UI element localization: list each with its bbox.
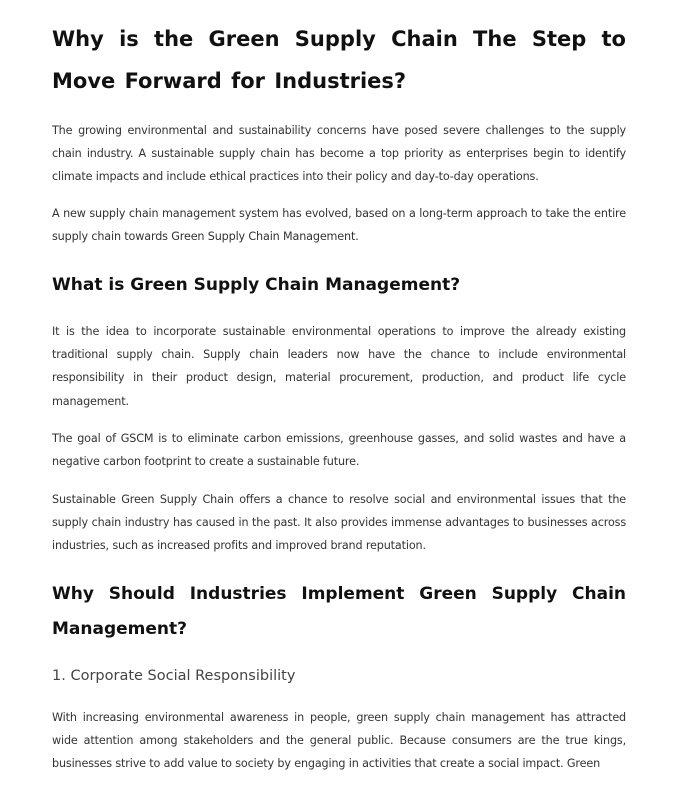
intro-paragraph-1: The growing environmental and sustainability concerns have posed severe challenges to the supply chain industry. A sustainable supply chain has become a top priority as enterprises begin to identify climate impacts and include ethical practices into their policy and day-to-day operations. — [52, 124, 626, 184]
section1-paragraph-3: Sustainable Green Supply Chain offers a chance to resolve social and environmental issues that the supply chain industry has caused in the past. It also provides immense advantages to businesses across industries, such as increased profits and improved brand reputation. — [52, 493, 626, 553]
section1-paragraph-1: It is the idea to incorporate sustainable environmental operations to improve the already existing traditional supply chain. Supply chain leaders now have the chance to include environmental responsibility in their product design, material procurement, production, and product life cycle management. — [52, 325, 626, 408]
subsection-paragraph-csr: With increasing environmental awareness in people, green supply chain management has attracted wide attention among stakeholders and the general public. Because consumers are the true kings, businesses strive to add value to society by engaging in activities that create a social impact. Green — [52, 711, 626, 771]
section1-paragraph-2: The goal of GSCM is to eliminate carbon emissions, greenhouse gasses, and solid wastes and have a negative carbon footprint to create a sustainable future. — [52, 432, 626, 469]
intro-paragraph-2: A new supply chain management system has evolved, based on a long-term approach to take the entire supply chain towards Green Supply Chain Management. — [52, 207, 626, 244]
section-heading-why-implement: Why Should Industries Implement Green Supply Chain Management? — [52, 584, 626, 639]
section-heading-what-is-gscm: What is Green Supply Chain Management? — [52, 275, 461, 295]
subsection-heading-csr: 1. Corporate Social Responsibility — [52, 668, 296, 684]
article-title: Why is the Green Supply Chain The Step to Move Forward for Industries? — [52, 27, 626, 93]
